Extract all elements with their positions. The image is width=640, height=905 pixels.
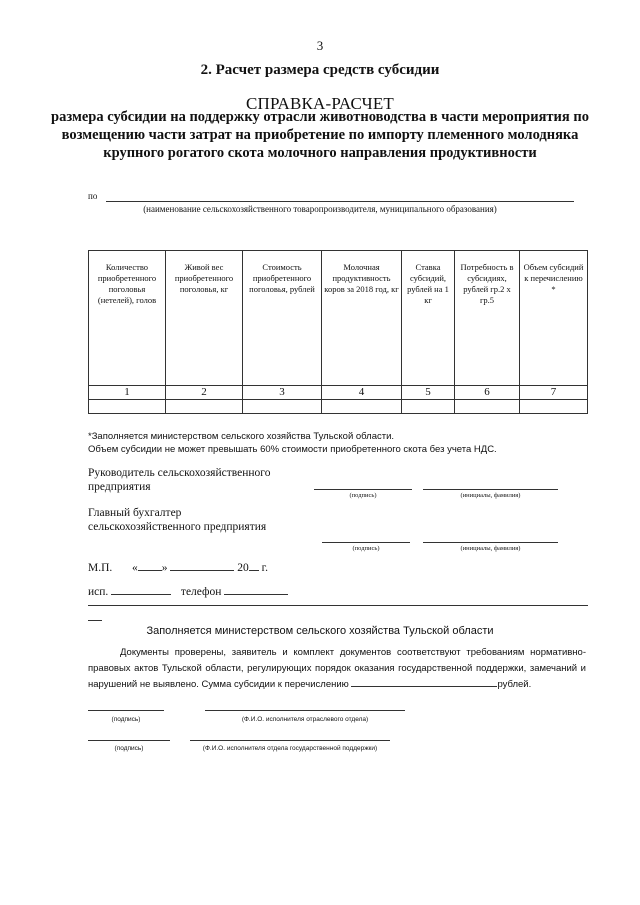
signature-caption: (подпись) — [352, 545, 380, 552]
section-title: 2. Расчет размера средств субсидии — [200, 62, 440, 78]
month-field[interactable] — [170, 560, 234, 571]
chief-signature-line[interactable] — [322, 542, 410, 543]
table-cell[interactable] — [520, 400, 588, 414]
phone-field[interactable] — [224, 584, 288, 595]
ministry-fio-line-2[interactable] — [190, 740, 390, 741]
column-number: 1 — [89, 386, 166, 400]
phone-label: телефон — [180, 586, 222, 598]
separator-dash — [88, 620, 102, 621]
column-header: Объем субсидий к перечислению * — [520, 251, 588, 386]
day-field[interactable] — [138, 560, 162, 571]
ministry-heading: Заполняется министерством сельского хозяйства Тульской области — [146, 625, 494, 637]
signature-caption: (подпись) — [111, 716, 141, 723]
column-header: Живой вес приобретенного поголовья, кг — [166, 251, 243, 386]
subsidy-table — [88, 250, 588, 414]
note-limit: Объем субсидии не может превышать 60% стоимости приобретенного скота без учета НДС. — [88, 444, 497, 455]
recipient-caption: (наименование сельскохозяйственного товаропроизводителя, муниципального образования) — [143, 204, 497, 214]
ministry-signature-line-1[interactable] — [88, 710, 164, 711]
quote-close: » — [161, 562, 168, 574]
table-cell[interactable] — [402, 400, 455, 414]
year-prefix: 20 — [237, 562, 249, 574]
chief-accountant-label: Главный бухгалтер сельскохозяйственного предприятия — [88, 507, 267, 533]
document-title: СПРАВКА-РАСЧЕТ — [245, 94, 395, 113]
ministry-text-currency: рублей. — [497, 679, 532, 690]
year-field[interactable] — [249, 560, 259, 571]
chief-initials-line[interactable] — [423, 542, 558, 543]
column-number: 3 — [243, 386, 322, 400]
column-header: Количество приобретенного поголовья (нетелей), голов — [89, 251, 166, 386]
recipient-label: по — [88, 191, 98, 201]
column-number-row — [89, 386, 588, 400]
stamp-date-row — [88, 560, 268, 575]
quote-open: « — [132, 562, 138, 574]
column-number: 4 — [322, 386, 402, 400]
column-number: 5 — [402, 386, 455, 400]
table-row — [89, 400, 588, 414]
head-signature-line[interactable] — [314, 489, 412, 490]
signature-caption: (подпись) — [114, 745, 144, 752]
table-header-row — [89, 251, 588, 386]
head-label: Руководитель сельскохозяйственного предприятия — [88, 467, 271, 493]
column-header: Ставка субсидий, рублей на 1 кг — [402, 251, 455, 386]
ministry-fio-line-1[interactable] — [205, 710, 405, 711]
ministry-signature-line-2[interactable] — [88, 740, 170, 741]
table-cell[interactable] — [166, 400, 243, 414]
year-suffix: г. — [261, 562, 268, 574]
column-number: 6 — [455, 386, 520, 400]
subsidy-amount-field[interactable] — [351, 676, 497, 687]
executor-field[interactable] — [111, 584, 171, 595]
ministry-text — [88, 645, 586, 693]
column-header: Молочная продуктивность коров за 2018 год, кг — [322, 251, 402, 386]
table-cell[interactable] — [322, 400, 402, 414]
column-number: 2 — [166, 386, 243, 400]
table-cell[interactable] — [455, 400, 520, 414]
separator-line — [88, 605, 588, 606]
page-number: 3 — [316, 38, 324, 53]
table-cell[interactable] — [243, 400, 322, 414]
signature-caption: (подпись) — [349, 492, 377, 499]
column-number: 7 — [520, 386, 588, 400]
head-initials-line[interactable] — [423, 489, 558, 490]
column-header: Потребность в субсидиях, рублей гр.2 х гр.5 — [455, 251, 520, 386]
recipient-name-field[interactable] — [106, 201, 574, 202]
initials-caption: (инициалы, фамилия) — [460, 545, 521, 552]
initials-caption: (инициалы, фамилия) — [460, 492, 521, 499]
ministry-text-body: Документы проверены, заявитель и комплект документов соответствуют требованиям нормативно-правовых актов Тульской области, регулирующих порядок оказания государственной поддержки, замечаний и нарушений не выявлено. Сумма субсидии к перечислению — [88, 647, 586, 690]
fio-caption: (Ф.И.О. исполнителя отраслевого отдела) — [241, 716, 369, 723]
document-subtitle: размера субсидии на поддержку отрасли животноводства в части мероприятия по возмещению части затрат на приобретение по импорту племенного молодняка крупного рогатого скота молочного направления продуктивности — [51, 109, 589, 161]
stamp-label: М.П. — [88, 562, 113, 574]
fio-caption: (Ф.И.О. исполнителя отдела государственной поддержки) — [202, 745, 378, 752]
note-ministry: *Заполняется министерством сельского хозяйства Тульской области. — [88, 431, 395, 442]
table-cell[interactable] — [89, 400, 166, 414]
column-header: Стоимость приобретенного поголовья, рублей — [243, 251, 322, 386]
executor-label: исп. — [88, 586, 109, 598]
executor-row — [88, 584, 288, 599]
